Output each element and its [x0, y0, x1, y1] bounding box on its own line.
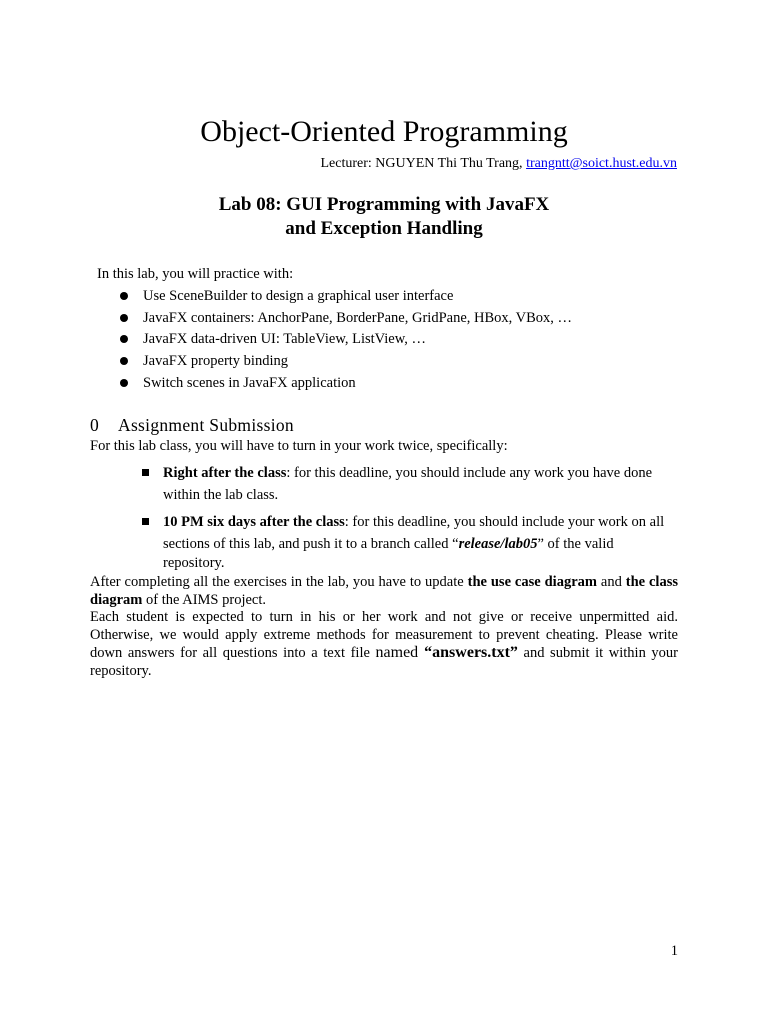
deadline-text-after: ” of the valid	[537, 536, 614, 552]
para-text: Each student is expected to turn in his or her work and not give or receive unpermitted aid. Otherwise, we would apply extreme methods for measurement to prevent cheating. Please write down answers for all questions into a text file	[90, 609, 678, 661]
lab-title-line-1: Lab 08: GUI Programming with JavaFX	[218, 194, 550, 215]
lab-title-line-2: and Exception Handling	[285, 218, 483, 239]
branch-name: release/lab05	[458, 536, 538, 552]
list-item: JavaFX property binding	[118, 351, 572, 373]
list-item: Use SceneBuilder to design a graphical user interface	[118, 286, 572, 308]
deadline-bold: Right after the class	[163, 465, 287, 481]
document-title: Object-Oriented Programming	[200, 115, 568, 148]
para-bold: the use case diagram	[467, 574, 597, 590]
section-number: 0	[90, 415, 100, 435]
paragraph-update-diagrams	[90, 573, 678, 609]
deadline-bold: 10 PM six days after the class	[163, 514, 345, 530]
section-heading-text: Assignment Submission	[118, 415, 294, 435]
paragraph-integrity	[90, 608, 678, 680]
section-intro: For this lab class, you will have to turn in your work twice, specifically:	[90, 438, 508, 454]
para-bold: the class diagram	[90, 574, 678, 608]
para-text: of the AIMS project.	[142, 592, 266, 608]
answers-filename: “answers.txt”	[424, 644, 518, 661]
deadline-text-last: repository.	[163, 555, 225, 571]
topics-list	[118, 286, 572, 394]
lecturer-line	[320, 154, 677, 174]
page-number: 1	[670, 943, 678, 959]
intro-text: In this lab, you will practice with:	[97, 266, 294, 282]
list-item: JavaFX data-driven UI: TableView, ListView, …	[118, 329, 572, 351]
deadline-text: : for this deadline, you should include any work you have done within the lab class.	[163, 465, 653, 503]
list-item: JavaFX containers: AnchorPane, BorderPane, GridPane, HBox, VBox, …	[118, 308, 572, 330]
deadlines-list	[140, 462, 678, 571]
list-item	[140, 511, 678, 571]
para-text: After completing all the exercises in the lab, you have to update	[90, 574, 468, 590]
lecturer-email-link[interactable]: trangntt@soict.hust.edu.vn	[526, 156, 677, 171]
lecturer-label: Lecturer: NGUYEN Thi Thu Trang,	[320, 156, 523, 171]
deadline-text: : for this deadline, you should include your work on all sections of this lab, and push it to a branch called “	[163, 514, 665, 552]
para-text: and	[596, 574, 626, 590]
lab-title	[0, 193, 768, 241]
para-text: and submit it within your repository.	[90, 645, 679, 679]
list-item	[140, 462, 678, 506]
para-text: named	[375, 644, 425, 661]
section-heading	[90, 414, 294, 436]
list-item: Switch scenes in JavaFX application	[118, 373, 572, 395]
